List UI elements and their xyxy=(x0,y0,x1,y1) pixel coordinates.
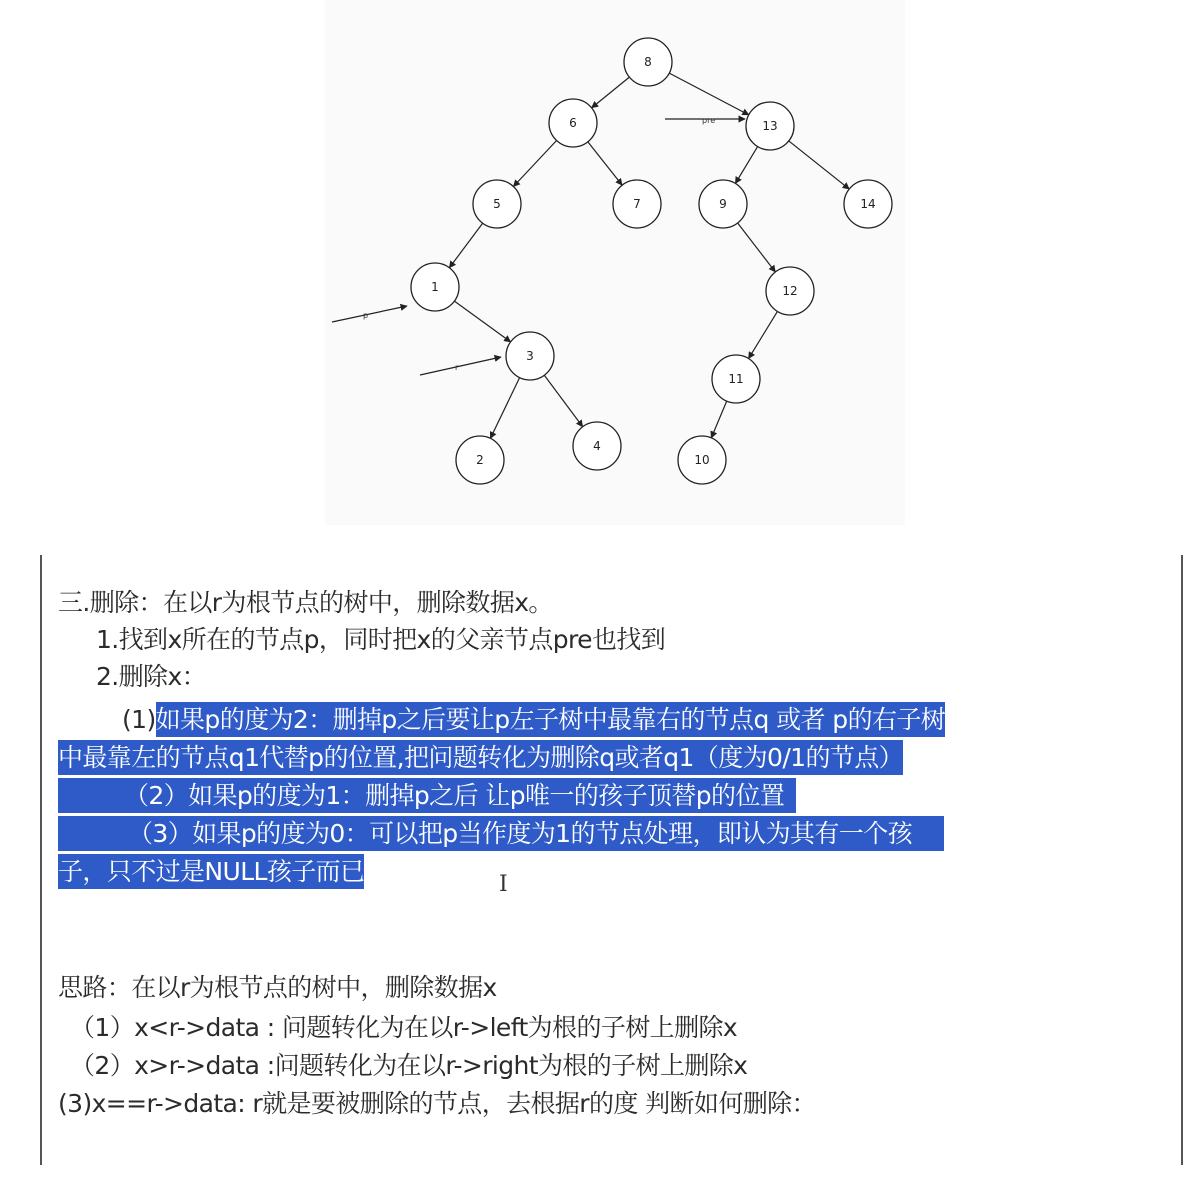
tree-edge-n8-n13 xyxy=(669,73,748,115)
tree-node-label: 9 xyxy=(719,197,727,211)
tree-node-4 xyxy=(573,422,621,470)
tree-node-3 xyxy=(506,332,554,380)
tree-edge-n3-n2 xyxy=(490,378,519,439)
tree-node-6 xyxy=(549,99,597,147)
tree-node-label: 11 xyxy=(728,372,744,386)
tree-node-7 xyxy=(613,180,661,228)
tree-edge-n5-n1 xyxy=(449,223,482,268)
tree-node-11 xyxy=(712,355,760,403)
tree-node-label: 13 xyxy=(762,119,778,133)
tree-edge-n13-n14 xyxy=(789,141,849,189)
doc-case2 xyxy=(58,776,796,812)
tree-edge-n6-n7 xyxy=(588,142,622,185)
tree-node-14 xyxy=(844,180,892,228)
tree-edge-n1-n3 xyxy=(454,301,510,342)
tree-node-9 xyxy=(699,180,747,228)
tree-node-label: 5 xyxy=(493,197,501,211)
case3-highlight-2[interactable]: 子，只不过是NULL孩子而已 xyxy=(58,854,364,889)
case1-highlight-1[interactable]: 如果p的度为2：删掉p之后要让p左子树中最靠右的节点q 或者 p的右子树 xyxy=(156,702,946,737)
tree-node-label: 7 xyxy=(633,197,641,211)
tree-node-label: 2 xyxy=(476,453,484,467)
case2-highlight[interactable]: （2）如果p的度为1：删掉p之后 让p唯一的孩子顶替p的位置 xyxy=(58,778,796,813)
tree-node-13 xyxy=(746,102,794,150)
tree-node-label: 12 xyxy=(782,284,798,298)
tree-edge-n12-n11 xyxy=(749,311,778,358)
tree-edge-n11-n10 xyxy=(711,401,726,438)
tree-edge-n6-n5 xyxy=(513,141,556,187)
tree-node-label: 4 xyxy=(593,439,601,453)
ptr-p-label: p xyxy=(363,311,369,320)
tree-node-1 xyxy=(411,263,459,311)
doc-heading: 三.删除：在以r为根节点的树中，删除数据x。 xyxy=(58,588,553,617)
case3-highlight-1[interactable]: （3）如果p的度为0：可以把p当作度为1的节点处理，即认为其有一个孩 xyxy=(58,816,944,851)
tree-node-5 xyxy=(473,180,521,228)
ptr-pre-label: pre xyxy=(702,116,716,125)
tree-edge-n9-n12 xyxy=(738,223,776,272)
tree-node-label: 6 xyxy=(569,116,577,130)
tree-node-label: 14 xyxy=(860,197,876,211)
case1-highlight-2[interactable]: 中最靠左的节点q1代替p的位置,把问题转化为删除q或者q1（度为0/1的节点） xyxy=(58,740,903,775)
tree-svg xyxy=(325,0,905,525)
tree-node-label: 1 xyxy=(431,280,439,294)
tree-node-2 xyxy=(456,436,504,484)
doc-case3-line1 xyxy=(58,814,944,850)
doc-idea2: （2）x>r->data :问题转化为在以r->right为根的子树上删除x xyxy=(70,1051,748,1080)
ptr-p-arrow xyxy=(332,306,407,322)
tree-edge-n13-n9 xyxy=(735,147,757,184)
tree-diagram xyxy=(325,0,905,525)
tree-node-label: 3 xyxy=(526,349,534,363)
ptr-r-arrow xyxy=(420,357,501,375)
doc-step1: 1.找到x所在的节点p，同时把x的父亲节点pre也找到 xyxy=(96,625,666,654)
tree-node-12 xyxy=(766,267,814,315)
text-cursor-icon: I xyxy=(499,872,508,897)
case1-prefix: (1) xyxy=(122,705,156,734)
tree-edge-n8-n6 xyxy=(592,77,630,108)
tree-node-label: 8 xyxy=(644,55,652,69)
doc-idea3: (3)x==r->data: r就是要被删除的节点，去根据r的度 判断如何删除： xyxy=(58,1089,816,1118)
tree-edge-n3-n4 xyxy=(544,375,582,426)
doc-idea1: （1）x<r->data : 问题转化为在以r->left为根的子树上删除x xyxy=(70,1013,738,1042)
doc-idea-title: 思路：在以r为根节点的树中，删除数据x xyxy=(58,973,497,1002)
doc-case3-line2 xyxy=(58,852,364,888)
doc-case1-line2 xyxy=(58,738,903,774)
doc-step2: 2.删除x： xyxy=(96,662,207,691)
ptr-r-label: r xyxy=(455,363,459,372)
tree-node-10 xyxy=(678,436,726,484)
tree-node-label: 10 xyxy=(694,453,710,467)
tree-node-8 xyxy=(624,38,672,86)
doc-case1-line1 xyxy=(122,700,945,736)
document-right-border xyxy=(1181,555,1183,1165)
